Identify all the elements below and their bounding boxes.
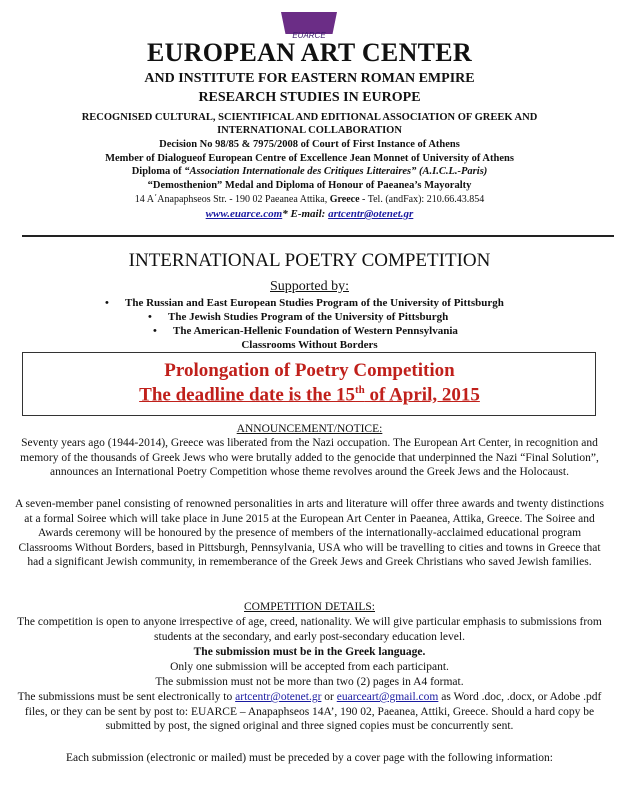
org-line-2: INTERNATIONAL COLLABORATION [217, 125, 402, 136]
org-line-4: Member of Dialogueof European Centre of Excellence Jean Monnet of University of Athens [105, 153, 514, 164]
org-line-6: “Demosthenion” Medal and Diploma of Honour of Paeanea’s Mayoralty [147, 180, 472, 191]
org-line-1: RECOGNISED CULTURAL, SCIENTIFICAL AND EDITIONAL ASSOCIATION OF GREEK AND [81, 112, 538, 123]
website-link[interactable]: www.euarce.com [205, 208, 283, 220]
org-contacts [0, 208, 619, 220]
bullet-icon: • [148, 311, 152, 323]
email-label: * E-mail: [282, 208, 329, 220]
logo-text: EUARCE [292, 31, 326, 40]
org-subtitle-2: RESEARCH STUDIES IN EUROPE [198, 90, 421, 105]
details-paragraph-4: The submission must not be more than two (2) pages in A4 format. [155, 676, 464, 688]
org-line-5-italic: “Association Internationale des Critiques Litteraires” (A.I.C.L.-Paris) [184, 166, 488, 177]
org-line-5 [0, 166, 619, 177]
details-paragraph-6: Each submission (electronic or mailed) must be preceded by a cover page with the following information: [65, 752, 553, 764]
org-subtitle-1: AND INSTITUTE FOR EASTERN ROMAN EMPIRE [144, 71, 475, 86]
address-country: Greece [329, 194, 360, 205]
supporter-item: • The Jewish Studies Program of the University of Pittsburgh [148, 311, 449, 323]
details-paragraph-5: The submissions must be sent electronically to artcentr@otenet.gr or euarceart@gmail.com as Word .doc, .docx, or Adobe .pdf files, or they can be sent by post to: EUARCE – Anapaphseos 14A’, 190 02, Paeanea, Attiki, Greece. Should a hard copy be submitted by post, the signed original and three signed copies must be concurrently sent. [17, 691, 602, 733]
details-paragraph-2: The submission must be in the Greek language. [193, 646, 426, 658]
supported-by-label: Supported by: [270, 279, 349, 294]
supporter-item: • The American-Hellenic Foundation of Western Pennsylvania [153, 325, 458, 337]
submission-email-link-1[interactable]: artcentr@otenet.gr [235, 691, 322, 703]
competition-title: INTERNATIONAL POETRY COMPETITION [128, 250, 491, 271]
address-prefix: 14 A΄Anapaphseos Str. - 190 02 Paeanea Attika, [134, 194, 330, 205]
details-heading: COMPETITION DETAILS: [244, 601, 375, 613]
prolongation-heading: Prolongation of Poetry Competition [164, 360, 455, 381]
supporter-item: • The Russian and East European Studies Program of the University of Pittsburgh [105, 297, 504, 309]
org-address [0, 194, 619, 205]
org-title: EUROPEAN ART CENTER [146, 38, 473, 67]
submission-email-link-2[interactable]: euarceart@gmail.com [336, 691, 439, 703]
deadline-heading: The deadline date is the 15th of April, 2015 [139, 384, 480, 406]
announcement-heading: ANNOUNCEMENT/NOTICE: [236, 423, 383, 435]
details-paragraph-1: The competition is open to anyone irrespective of age, creed, nationality. We will give particular emphasis to submissions from students at the secondary, and early post-secondary education level. [17, 616, 602, 643]
supporter-item-last: Classrooms Without Borders [241, 339, 378, 351]
bullet-icon: • [153, 325, 157, 337]
org-line-5-prefix: Diploma of [131, 166, 185, 177]
header-divider [22, 235, 614, 237]
address-suffix: - Tel. (andFax): 210.66.43.854 [359, 194, 485, 205]
bullet-icon: • [105, 297, 109, 309]
org-line-3: Decision No 98/85 & 7975/2008 of Court of First Instance of Athens [159, 139, 460, 150]
details-paragraph-3: Only one submission will be accepted from each participant. [170, 661, 449, 673]
announcement-paragraph-1: Seventy years ago (1944-2014), Greece was liberated from the Nazi occupation. The European Art Center, in recognition and memory of the thousands of Greek Jews who were brutally added to the genocide that underpinned the Nazi “Final Solution”, announces an International Poetry Competition whose theme revolves around the Greek Jews and the Holocaust. [20, 437, 599, 479]
email-link[interactable]: artcentr@otenet.gr [328, 208, 414, 220]
announcement-paragraph-2: A seven-member panel consisting of renowned personalities in arts and literature will offer three awards and twenty distinctions at a formal Soiree which will take place in June 2015 at the European Art Center in Paeanea, Attika, Greece. The Soiree and Awards ceremony will be honoured by the presence of members of the internationally-acclaimed educational program Classrooms Without Borders, based in Pittsburgh, Pennsylvania, USA who will be travelling to cities and towns in Greece that had a significant Jewish community, in rememberance of the Greek Jews and Greek Christians who saved Jewish families. [15, 498, 604, 569]
